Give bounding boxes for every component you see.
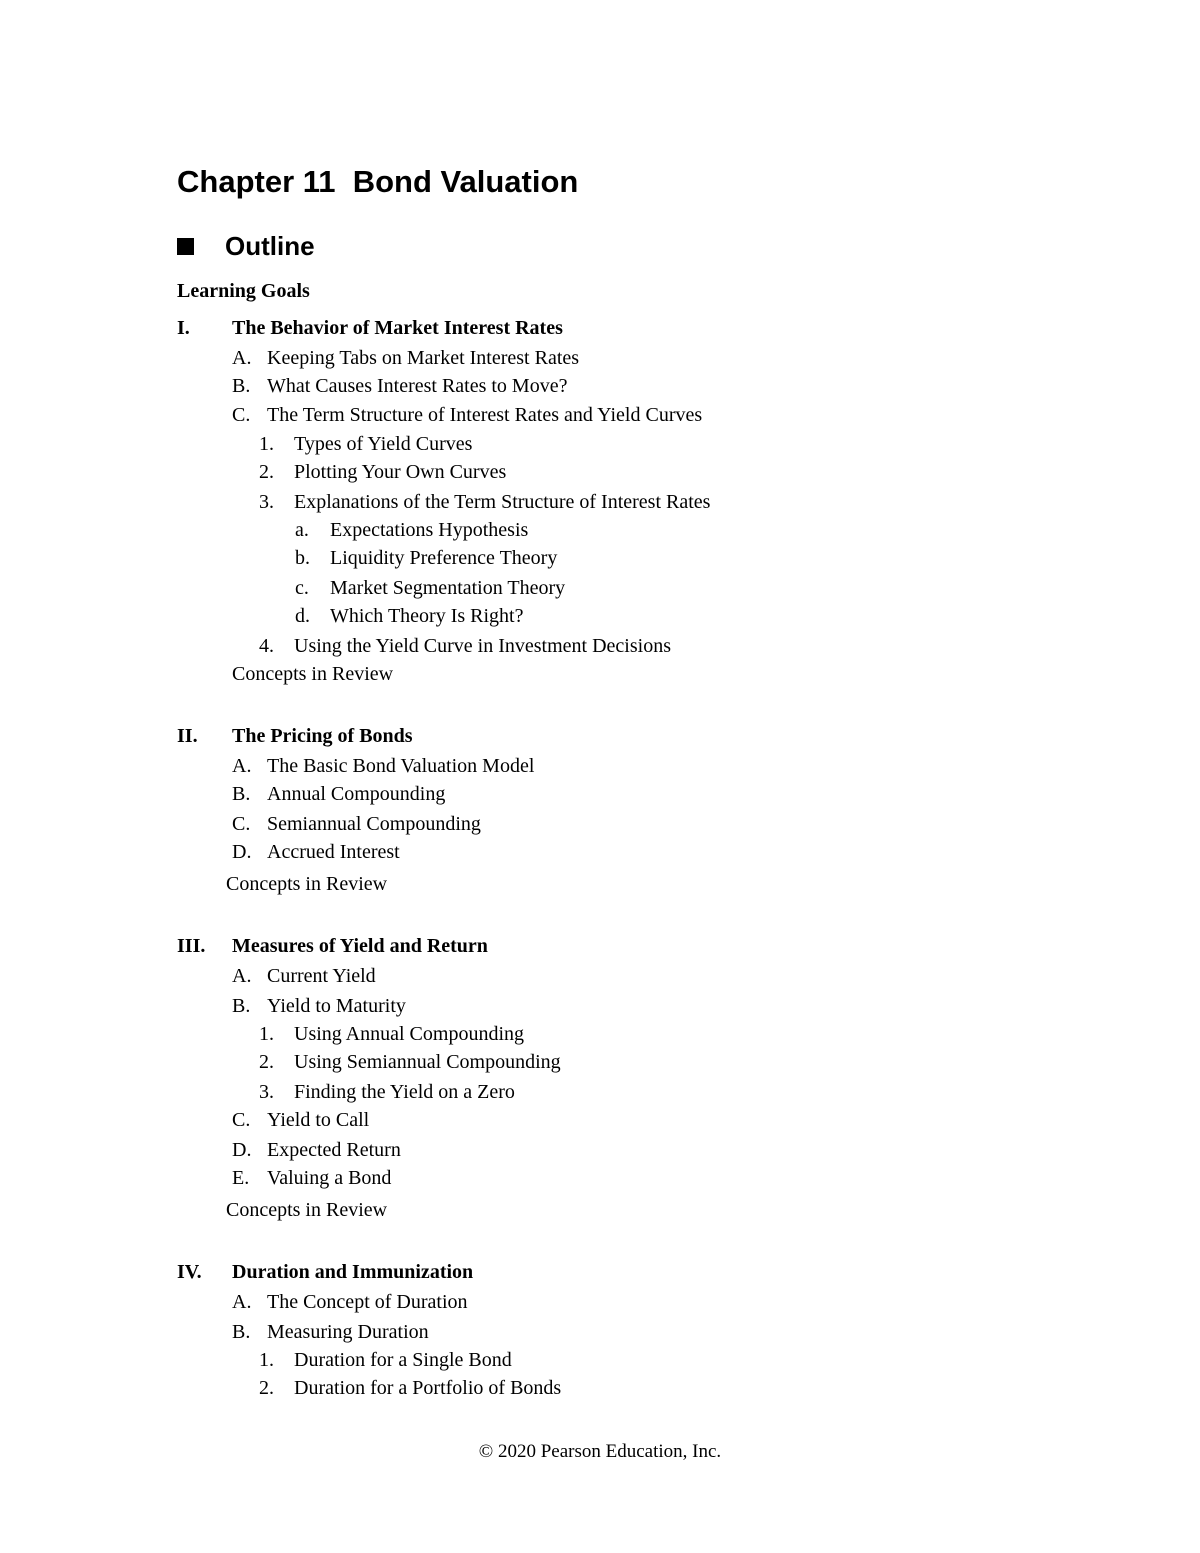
item-text: Accrued Interest: [267, 841, 400, 863]
item-marker: 2.: [259, 1051, 274, 1073]
chapter-title: Chapter 11 Bond Valuation: [177, 164, 579, 199]
section-title: Duration and Immunization: [232, 1261, 474, 1283]
item-marker: B.: [232, 1321, 251, 1343]
item-marker: A.: [232, 965, 252, 987]
item-marker: 3.: [259, 1081, 274, 1103]
item-text: Explanations of the Term Structure of Interest Rates: [294, 491, 711, 513]
section-title: Measures of Yield and Return: [232, 935, 488, 957]
item-text: Using the Yield Curve in Investment Decisions: [294, 635, 671, 657]
item-marker: 4.: [259, 635, 274, 657]
item-text: Using Semiannual Compounding: [294, 1051, 561, 1073]
learning-goals-heading: Learning Goals: [177, 280, 310, 302]
item-text: Plotting Your Own Curves: [294, 461, 507, 483]
item-text: Duration for a Portfolio of Bonds: [294, 1377, 562, 1399]
item-marker: A.: [232, 1291, 252, 1313]
item-text: Keeping Tabs on Market Interest Rates: [267, 347, 580, 369]
item-marker: 3.: [259, 491, 274, 513]
outline-heading: [177, 228, 315, 264]
concepts-in-review: Concepts in Review: [226, 1199, 388, 1221]
item-marker: D.: [232, 841, 252, 863]
item-text: Yield to Maturity: [267, 995, 406, 1017]
concepts-in-review: Concepts in Review: [232, 663, 394, 685]
copyright-footer: © 2020 Pearson Education, Inc.: [478, 1441, 722, 1462]
item-marker: B.: [232, 783, 251, 805]
section-title: The Behavior of Market Interest Rates: [232, 317, 563, 339]
item-text: Valuing a Bond: [267, 1167, 392, 1189]
item-marker: C.: [232, 404, 251, 426]
item-marker: a.: [295, 519, 309, 541]
item-text: What Causes Interest Rates to Move?: [267, 375, 568, 397]
item-text: Yield to Call: [267, 1109, 370, 1131]
item-marker: 2.: [259, 461, 274, 483]
item-marker: C.: [232, 1109, 251, 1131]
outline-label: Outline: [225, 230, 315, 261]
item-marker: b.: [295, 547, 310, 569]
item-text: Semiannual Compounding: [267, 813, 481, 835]
item-text: Expectations Hypothesis: [330, 519, 529, 541]
item-text: Liquidity Preference Theory: [330, 547, 558, 569]
square-bullet-icon: [177, 238, 194, 255]
item-marker: 1.: [259, 1023, 274, 1045]
item-text: Market Segmentation Theory: [330, 577, 566, 599]
item-marker: B.: [232, 375, 251, 397]
item-text: Annual Compounding: [267, 783, 446, 805]
item-text: Measuring Duration: [267, 1321, 429, 1343]
item-marker: C.: [232, 813, 251, 835]
item-marker: d.: [295, 605, 310, 627]
item-text: Which Theory Is Right?: [330, 605, 524, 627]
item-marker: c.: [295, 577, 309, 599]
item-text: The Concept of Duration: [267, 1291, 468, 1313]
item-text: The Basic Bond Valuation Model: [267, 755, 535, 777]
concepts-in-review: Concepts in Review: [226, 873, 388, 895]
item-marker: B.: [232, 995, 251, 1017]
item-text: Using Annual Compounding: [294, 1023, 525, 1045]
section-title: The Pricing of Bonds: [232, 725, 413, 747]
item-marker: D.: [232, 1139, 252, 1161]
item-marker: 2.: [259, 1377, 274, 1399]
section-numeral: I.: [177, 317, 190, 339]
item-marker: E.: [232, 1167, 250, 1189]
item-text: Current Yield: [267, 965, 376, 987]
item-marker: A.: [232, 755, 252, 777]
item-text: Types of Yield Curves: [294, 433, 473, 455]
item-marker: 1.: [259, 1349, 274, 1371]
item-marker: 1.: [259, 433, 274, 455]
item-text: The Term Structure of Interest Rates and Yield Curves: [267, 404, 703, 426]
item-marker: A.: [232, 347, 252, 369]
section-numeral: IV.: [177, 1261, 202, 1283]
item-text: Finding the Yield on a Zero: [294, 1081, 515, 1103]
item-text: Duration for a Single Bond: [294, 1349, 512, 1371]
item-text: Expected Return: [267, 1139, 401, 1161]
section-numeral: III.: [177, 935, 206, 957]
section-numeral: II.: [177, 725, 198, 747]
